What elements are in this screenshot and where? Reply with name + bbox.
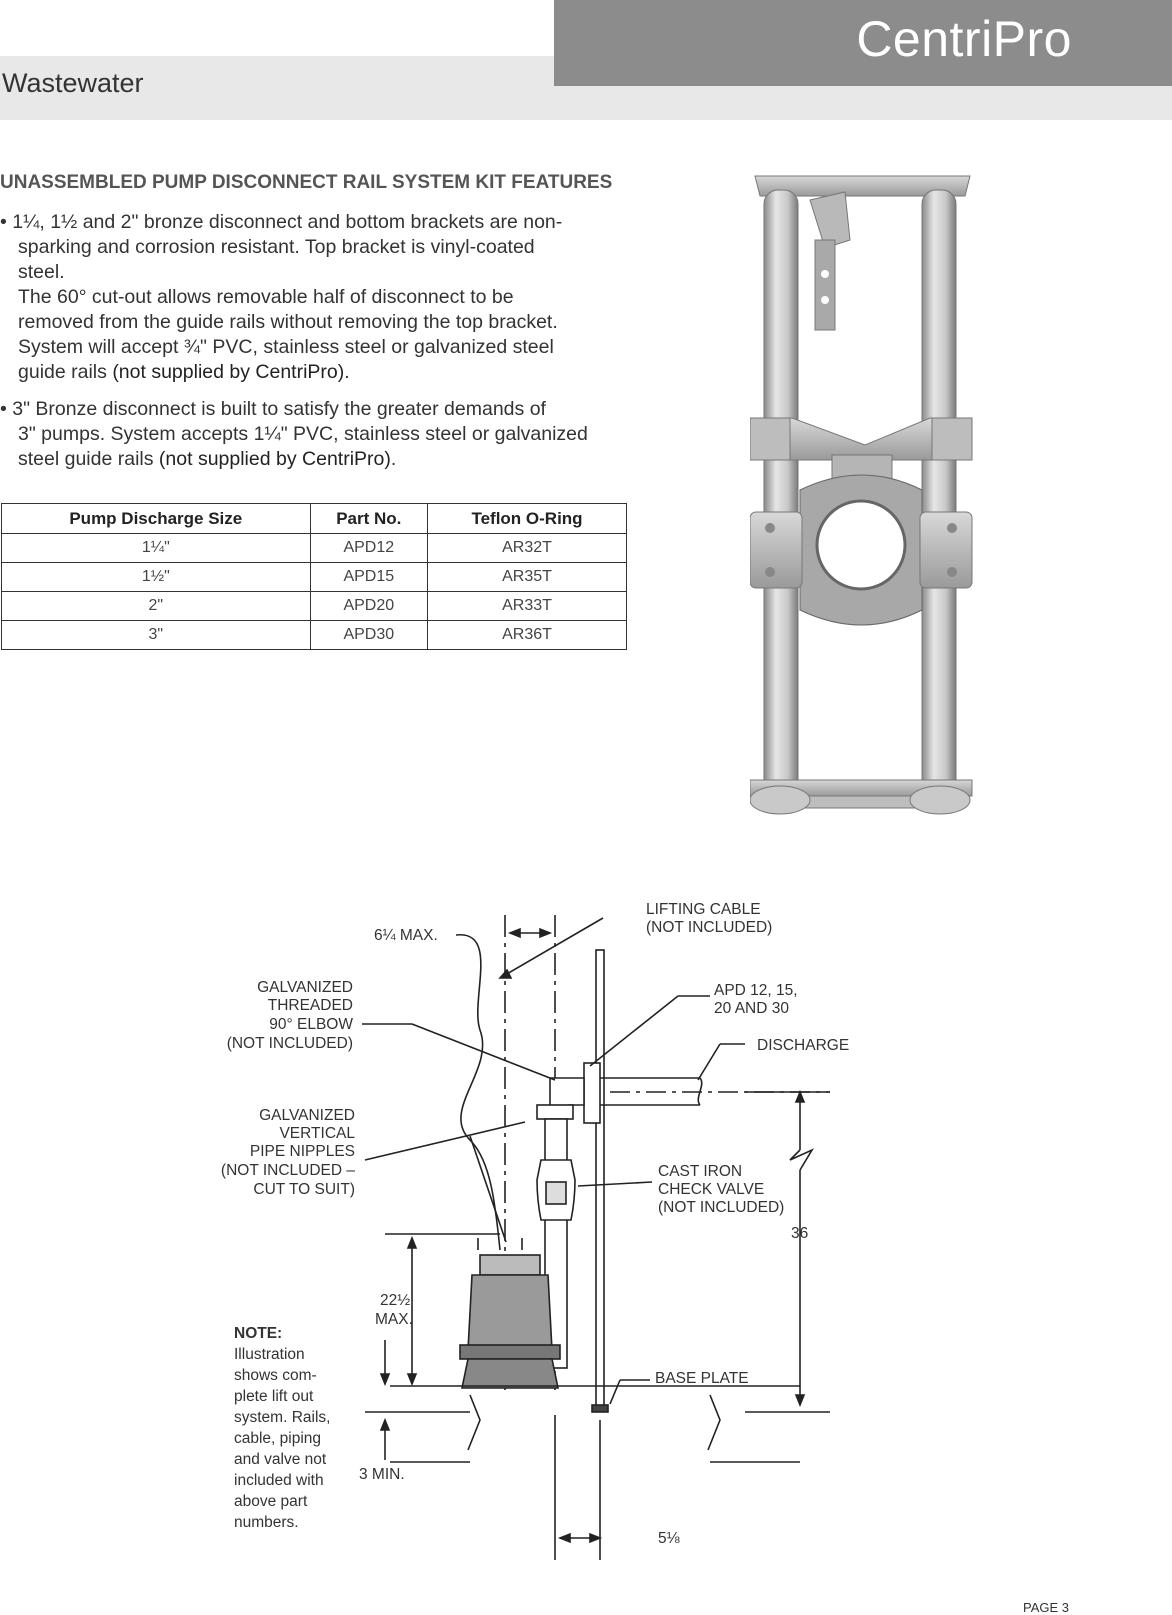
bullet-text: guide rails [18, 361, 113, 383]
note-line: numbers. [234, 1514, 299, 1531]
nipples-label: CUT TO SUIT) [253, 1181, 355, 1198]
discharge-label: DISCHARGE [757, 1037, 850, 1054]
cell-part: APD20 [310, 592, 427, 621]
col-header-oring: Teflon O-Ring [428, 504, 627, 534]
nipples-label: (NOT INCLUDED – [220, 1162, 355, 1179]
base-bracket [750, 780, 972, 814]
leader-cable-to-pump [470, 1136, 506, 1242]
bullet-line: The 60° cut-out allows removable half of disconnect to be [18, 286, 514, 308]
period: . [390, 448, 397, 470]
bullet-text: steel guide rails [18, 448, 159, 470]
brand-logo-text: CentriPro [856, 11, 1072, 67]
cell-oring: AR33T [428, 592, 627, 621]
leader-lifting-cable [500, 918, 603, 978]
note-line: Illustration [234, 1346, 305, 1363]
cell-oring: AR36T [428, 621, 627, 650]
floor-break [708, 1395, 720, 1450]
elbow-label: (NOT INCLUDED) [226, 1035, 353, 1052]
leader-discharge [698, 1044, 720, 1080]
note-line: above part [234, 1493, 308, 1510]
brand-box [554, 0, 1172, 86]
elbow-label: 90° ELBOW [269, 1016, 353, 1033]
dim-top-label: 6¼ MAX. [374, 927, 438, 944]
leader-elbow [412, 1024, 555, 1080]
note-line: system. Rails, [234, 1409, 331, 1426]
note-line: shows com- [234, 1367, 317, 1384]
note-line: included with [234, 1472, 324, 1489]
note-line: and valve not [234, 1451, 327, 1468]
not-supplied-note: (not supplied by CentriPro) [112, 361, 345, 383]
diagram-note [234, 1323, 344, 1533]
bullet-line: steel. [18, 261, 65, 283]
dim-3-label: 3 MIN. [359, 1466, 405, 1483]
arrowhead [796, 1092, 804, 1102]
nipples-label: VERTICAL [279, 1125, 355, 1142]
guide-rail [596, 950, 604, 1410]
cell-oring: AR35T [428, 563, 627, 592]
cell-part: APD12 [310, 534, 427, 563]
dim-22-label: MAX. [375, 1311, 413, 1328]
check-valve-label: (NOT INCLUDED) [658, 1199, 785, 1216]
check-valve-label: CAST IRON [658, 1163, 743, 1180]
cell-size: 1½" [2, 563, 311, 592]
bullet-line: removed from the guide rails without removing the top bracket. [18, 311, 558, 333]
dim-36-break [790, 1150, 812, 1170]
bullet-line: 3" pumps. System accepts 1¼" PVC, stainless steel or galvanized [18, 423, 588, 445]
leader-check-valve [578, 1182, 652, 1186]
cell-oring: AR32T [428, 534, 627, 563]
period: . [344, 361, 350, 383]
table-header-row [2, 504, 627, 534]
cell-size: 1¼" [2, 534, 311, 563]
col-header-part-no: Part No. [310, 504, 427, 534]
features-heading: UNASSEMBLED PUMP DISCONNECT RAIL SYSTEM KIT FEATURES [0, 172, 613, 193]
arrowhead [796, 1395, 804, 1405]
col-header-discharge-size: Pump Discharge Size [2, 504, 311, 534]
elbow-label: GALVANIZED [257, 979, 353, 996]
dim-22-label: 22½ [380, 1292, 411, 1309]
dim-36-label: 36 [791, 1225, 809, 1242]
elbow-label: THREADED [267, 997, 353, 1014]
table-row [2, 621, 627, 650]
note-line: plete lift out [234, 1388, 314, 1405]
feature-bullet-2 [0, 397, 640, 472]
dim-5-label: 5⅛ [658, 1530, 680, 1547]
arrowhead [408, 1374, 416, 1384]
nipples-label: GALVANIZED [259, 1107, 355, 1124]
upper-nipple [545, 1119, 567, 1164]
arrowhead [500, 970, 511, 978]
lifting-cable-label: (NOT INCLUDED) [646, 919, 773, 936]
bullet-line: sparking and corrosion resistant. Top bracket is vinyl-coated [18, 236, 535, 258]
table-row [2, 534, 627, 563]
cell-part: APD15 [310, 563, 427, 592]
feature-bullet-1 [0, 210, 640, 385]
installation-diagram [0, 880, 1172, 1560]
cell-size: 3" [2, 621, 311, 650]
not-supplied-note: (not supplied by CentriPro) [158, 448, 391, 470]
arrowhead [590, 1534, 600, 1542]
leader-base-plate [610, 1380, 620, 1404]
arrowhead [381, 1420, 389, 1430]
arrowhead [408, 1238, 416, 1248]
arrowhead [560, 1534, 570, 1542]
bullet-line-last [0, 447, 640, 472]
cell-size: 2" [2, 592, 311, 621]
bullet-line: • 3" Bronze disconnect is built to satisfy the greater demands of [0, 398, 546, 420]
base-plate [592, 1405, 608, 1412]
section-title: Wastewater [2, 68, 144, 98]
disconnect-flange [584, 1063, 600, 1123]
arrowhead [381, 1374, 389, 1384]
pump-flange [460, 1345, 560, 1359]
arrowhead [540, 929, 550, 937]
table-row [2, 563, 627, 592]
bullet-line: System will accept ¾" PVC, stainless steel or galvanized steel [18, 336, 554, 358]
pump-volute [462, 1359, 558, 1388]
floor-break [468, 1395, 480, 1450]
rail-system-photo [750, 170, 980, 850]
apd-label: APD 12, 15, [714, 982, 798, 999]
apd-label: 20 AND 30 [714, 1000, 789, 1017]
lifting-cable-label: LIFTING CABLE [646, 901, 761, 918]
nipples-label: PIPE NIPPLES [249, 1143, 355, 1160]
arrowhead [510, 929, 520, 937]
page-number: PAGE 3 [1022, 1600, 1069, 1615]
check-valve-label: CHECK VALVE [658, 1181, 765, 1198]
left-rail [764, 190, 798, 805]
base-plate-label: BASE PLATE [655, 1370, 749, 1387]
cell-part: APD30 [310, 621, 427, 650]
right-rail [922, 190, 956, 805]
bullet-line-last [0, 360, 640, 385]
parts-table [1, 503, 627, 650]
leader-nipples [365, 1122, 525, 1160]
pump-top [480, 1255, 540, 1275]
pump-motor [468, 1275, 552, 1350]
table-row [2, 592, 627, 621]
upper-clamp [750, 418, 972, 460]
coupling [537, 1105, 573, 1119]
check-valve-body [546, 1182, 566, 1204]
note-line: cable, piping [234, 1430, 322, 1447]
note-title: NOTE: [234, 1325, 283, 1342]
bullet-line: • 1¼, 1½ and 2" bronze disconnect and bottom brackets are non- [0, 211, 563, 233]
